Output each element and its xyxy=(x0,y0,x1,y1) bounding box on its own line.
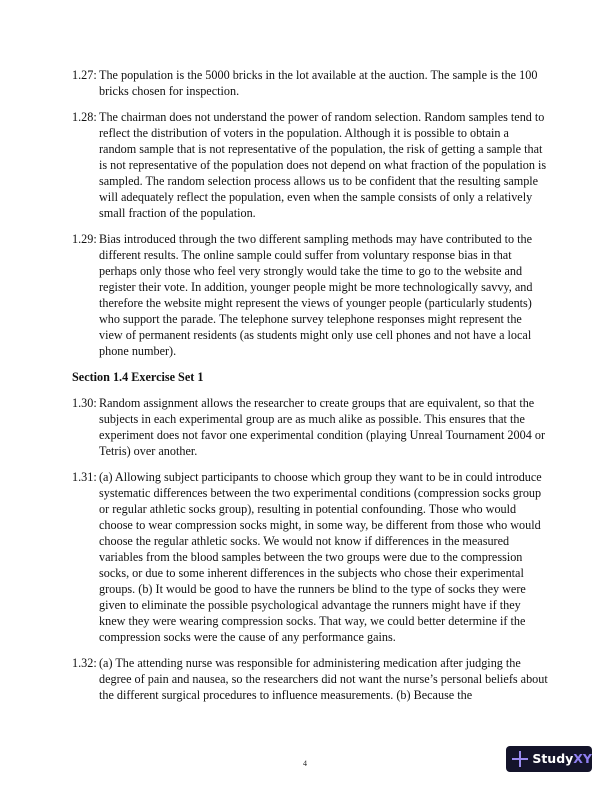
answer-label: 1.32: xyxy=(72,656,97,670)
brand-name: Study xyxy=(532,751,574,766)
answer-text: Bias introduced through the two different sampling methods may have contributed to the different results. The online sample could suffer from voluntary response bias in that perhaps only those who feel very strongly would take the time to go to the website and register their vote. In addition, younger people might be more technologically savvy, and therefore the website might represent the views of younger people (particularly students) who support the parade. The telephone survey telephone responses might represent the view of permanent residents (as students might only use cell phones and not have a local phone number). xyxy=(99,232,533,358)
plus-icon xyxy=(512,751,527,767)
answer-1-29 xyxy=(72,231,548,359)
answer-text: (a) The attending nurse was responsible for administering medication after judging the degree of pain and nausea, so the researchers did not want the nurse’s personal beliefs about the different surgical procedures to influence measurements. (b) Because the xyxy=(99,656,548,702)
brand-accent: XY xyxy=(573,751,592,766)
studyxy-logo-badge[interactable] xyxy=(506,746,592,772)
answer-text: (a) Allowing subject participants to choose which group they want to be in could introduce systematic differences between the two experimental conditions (compression socks group or regular athletic socks group), resulting in potential confounding. Those who would choose to wear compression socks might, in some way, be different from those who would choose the regular athletic socks. We would not know if differences in the measured variables from the blood samples between the two groups were due to the compression socks, or due to some inherent differences in the subjects who chose their experimental groups. (b) It would be good to have the runners be blind to the type of socks they were given to eliminate the possible psychological advantage the runners might have if they knew they were wearing compression socks. That way, we could better determine if the compression socks were the cause of any performance gains. xyxy=(99,470,542,644)
answer-1-28 xyxy=(72,109,548,221)
answer-text: The chairman does not understand the power of random selection. Random samples tend to reflect the distribution of voters in the population. Although it is possible to obtain a random sample that is not representative of the population, the risk of getting a sample that is not representative of the population does not depend on what fraction of the population is sampled. The random selection process allows us to be confident that the resulting sample will adequately reflect the population, even when the sample consists of only a relatively small fraction of the population. xyxy=(99,110,547,220)
answer-label: 1.29: xyxy=(72,232,97,246)
answer-label: 1.31: xyxy=(72,470,97,484)
answer-1-31 xyxy=(72,469,548,645)
page-number: 4 xyxy=(303,759,307,768)
answer-1-30 xyxy=(72,395,548,459)
answer-label: 1.30: xyxy=(72,396,97,410)
section-heading: Section 1.4 Exercise Set 1 xyxy=(72,370,204,384)
page-content xyxy=(72,67,548,713)
answer-label: 1.27: xyxy=(72,68,97,82)
answer-1-32 xyxy=(72,655,548,703)
answer-label: 1.28: xyxy=(72,110,97,124)
answer-text: The population is the 5000 bricks in the lot available at the auction. The sample is the 100 bricks chosen for inspection. xyxy=(99,68,538,98)
answer-text: Random assignment allows the researcher to create groups that are equivalent, so that the subjects in each experimental group are as much alike as possible. This ensures that the experiment does not favor one experimental condition (playing Unreal Tournament 2004 or Tetris) over another. xyxy=(99,396,546,458)
answer-1-27 xyxy=(72,67,548,99)
